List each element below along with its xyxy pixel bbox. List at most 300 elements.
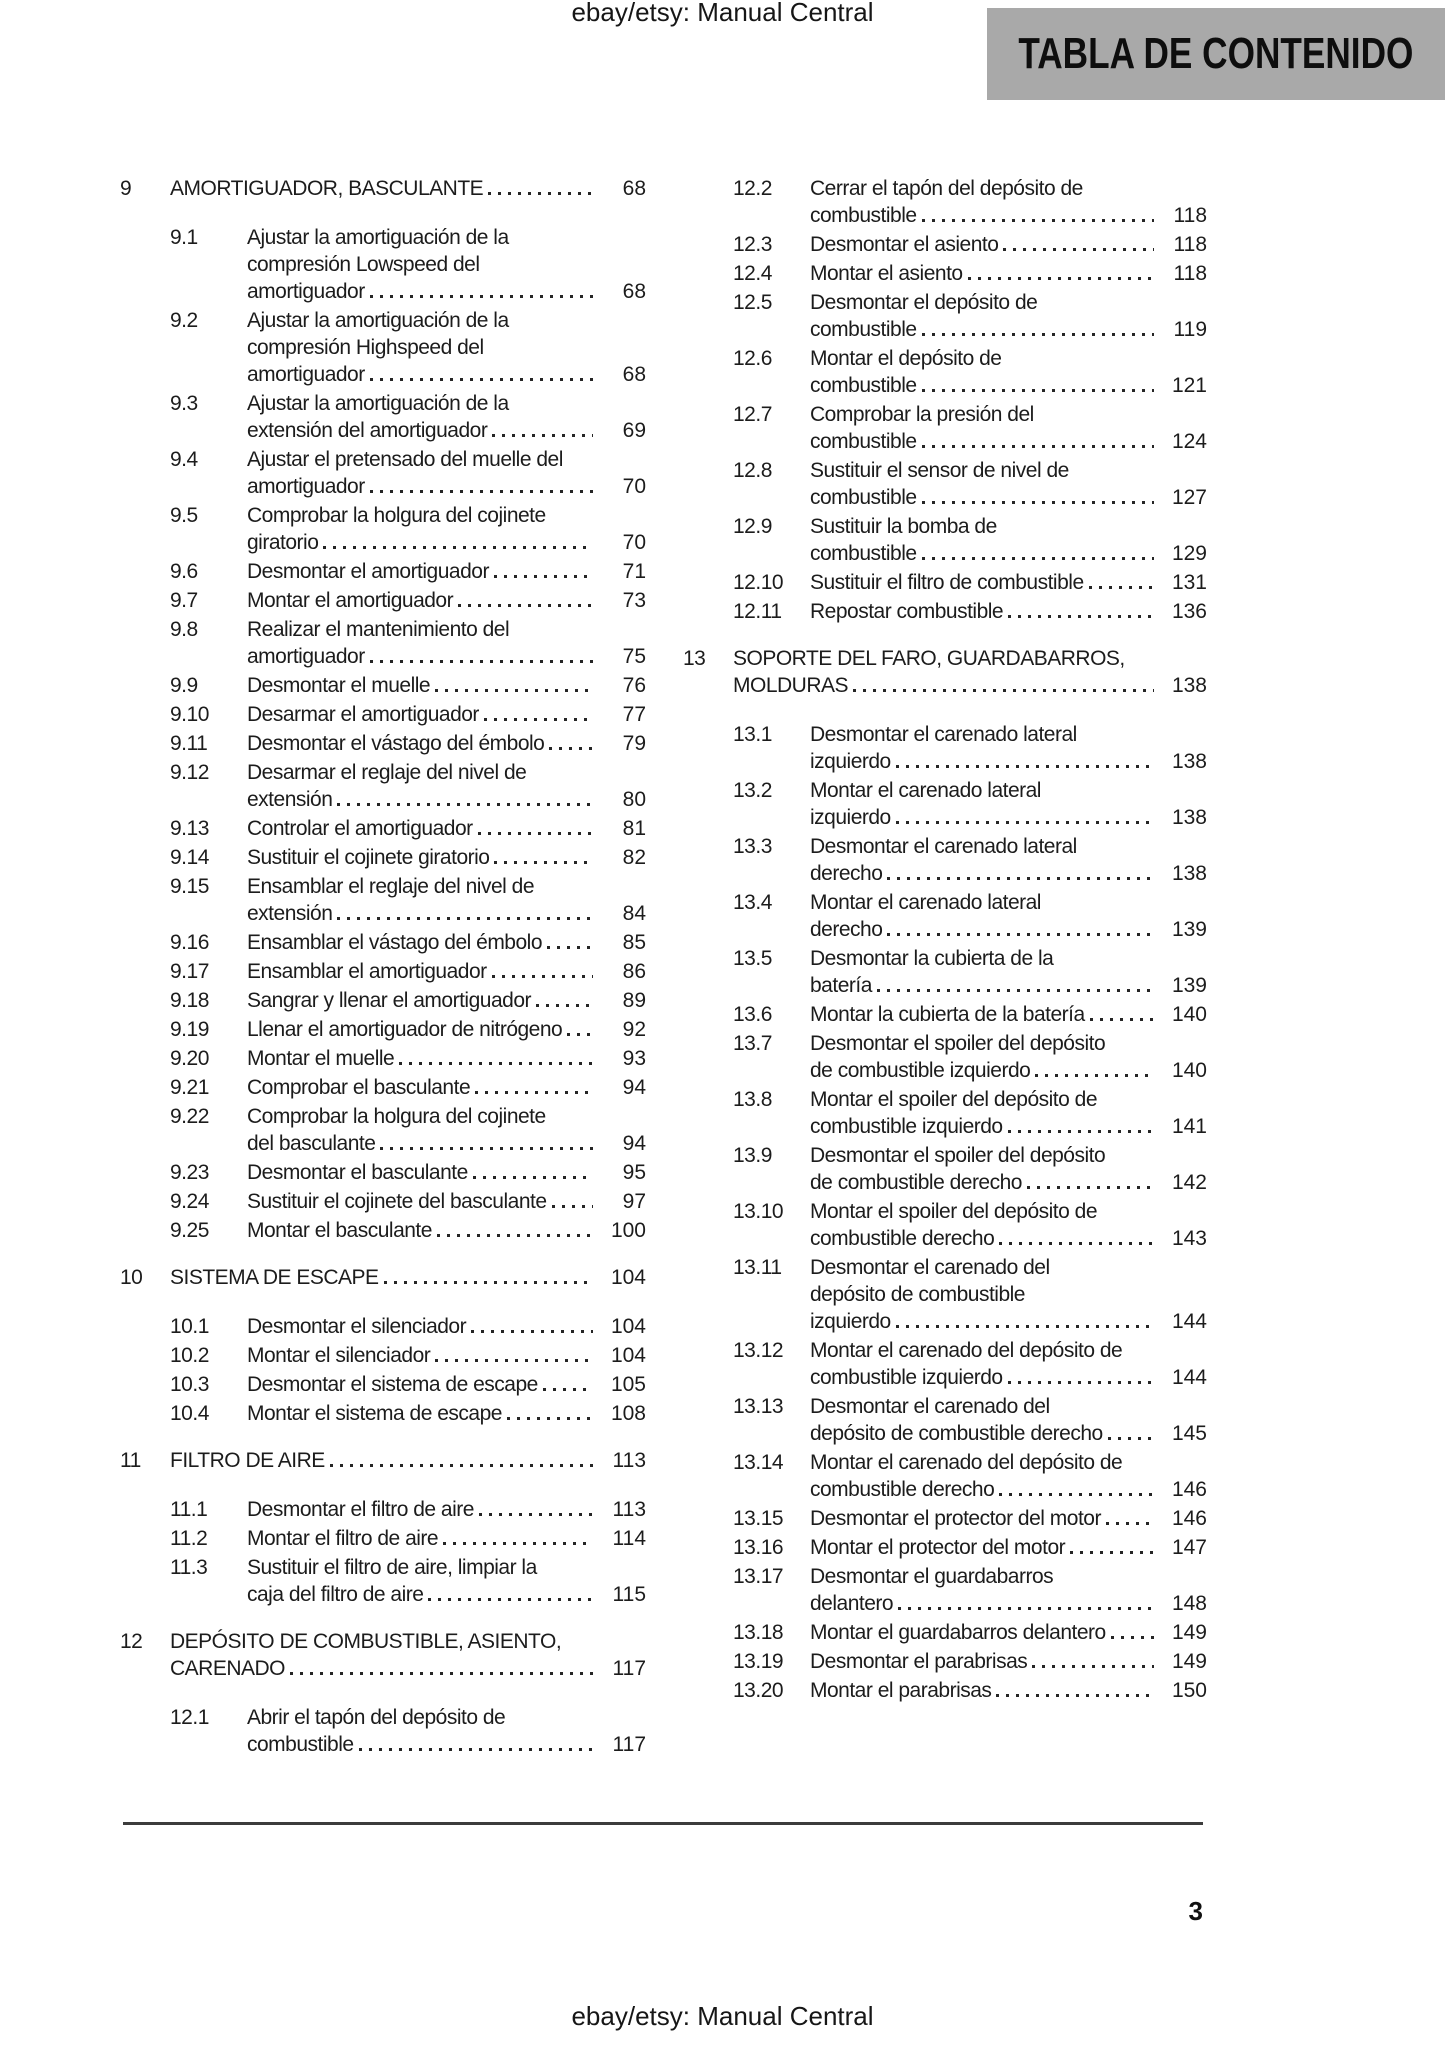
toc-column xyxy=(120,175,646,1760)
toc-entry-page: 113 xyxy=(612,1449,646,1472)
dot-leader xyxy=(488,192,593,195)
toc-entry-page: 104 xyxy=(610,1266,646,1289)
toc-entry-body xyxy=(810,1001,1207,1028)
toc-entry-text: derecho xyxy=(810,918,883,941)
toc-entry-number: 11.3 xyxy=(170,1556,208,1579)
toc-entry-line: Ajustar la amortiguación de la xyxy=(247,309,509,332)
toc-entry-line: Desmontar el spoiler del depósito xyxy=(810,1032,1106,1055)
toc-entry-body xyxy=(810,1619,1207,1646)
toc-entry-line: Sustituir la bomba de xyxy=(810,515,997,538)
toc-entry-page: 139 xyxy=(1171,918,1207,941)
toc-entry-body xyxy=(810,1030,1207,1084)
toc-entry-page: 97 xyxy=(622,1190,646,1213)
toc-section xyxy=(170,558,646,585)
toc-entry-number: 13.19 xyxy=(733,1650,784,1673)
toc-entry-body xyxy=(810,401,1207,455)
toc-entry-number: 12.9 xyxy=(733,515,772,538)
toc-entry-text: Desmontar el filtro de aire xyxy=(247,1498,474,1521)
toc-entry-page: 129 xyxy=(1171,542,1207,565)
toc-entry-text: giratorio xyxy=(247,531,319,554)
toc-entry-page: 118 xyxy=(1173,262,1207,285)
toc-section xyxy=(170,1704,646,1758)
toc-chapter xyxy=(120,1447,646,1474)
toc-entry-text: de combustible izquierdo xyxy=(810,1059,1031,1082)
toc-entry-lastline xyxy=(810,1505,1207,1532)
toc-entry-page: 138 xyxy=(1171,806,1207,829)
toc-entry-text: Montar el asiento xyxy=(810,262,963,285)
dot-leader xyxy=(896,821,1154,824)
toc-section xyxy=(733,289,1207,343)
toc-entry-body xyxy=(247,1188,646,1215)
toc-entry-body xyxy=(810,1198,1207,1252)
toc-entry-lastline xyxy=(247,1045,646,1072)
dot-leader xyxy=(1003,248,1154,251)
toc-entry-text: Desmontar el parabrisas xyxy=(810,1650,1028,1673)
dot-leader xyxy=(337,917,593,920)
toc-entry-line: Ensamblar el reglaje del nivel de xyxy=(247,875,535,898)
toc-entry-page: 100 xyxy=(610,1219,646,1242)
toc-entry-line: Montar el carenado del depósito de xyxy=(810,1451,1123,1474)
toc-section xyxy=(733,457,1207,511)
toc-entry-lastline xyxy=(810,540,1207,567)
toc-entry-text: extensión del amortiguador xyxy=(247,419,488,442)
toc-entry-lastline xyxy=(170,1447,646,1474)
toc-entry-body xyxy=(810,231,1207,258)
toc-entry-number: 9.2 xyxy=(170,309,198,332)
toc-entry-number: 13.1 xyxy=(733,723,772,746)
toc-entry-body xyxy=(247,307,646,388)
toc-entry-page: 131 xyxy=(1171,571,1207,594)
toc-entry-page: 92 xyxy=(622,1018,646,1041)
toc-section xyxy=(733,1393,1207,1447)
toc-column xyxy=(683,175,1207,1706)
dot-leader xyxy=(1008,1130,1154,1133)
toc-entry-number: 10.4 xyxy=(170,1402,209,1425)
toc-section xyxy=(733,833,1207,887)
toc-section xyxy=(170,307,646,388)
toc-chapter xyxy=(120,1264,646,1291)
toc-section xyxy=(170,730,646,757)
toc-entry-lastline xyxy=(810,1677,1207,1704)
toc-entry-lastline xyxy=(247,1371,646,1398)
toc-entry-lastline xyxy=(810,202,1207,229)
toc-entry-body xyxy=(733,645,1207,699)
toc-entry-body xyxy=(247,759,646,813)
toc-entry-text: Desmontar el basculante xyxy=(247,1161,468,1184)
toc-section xyxy=(170,958,646,985)
toc-entry-line: Desmontar el guardabarros xyxy=(810,1565,1054,1588)
toc-entry-text: combustible xyxy=(247,1733,354,1756)
dot-leader xyxy=(359,1748,593,1751)
toc-entry-body xyxy=(170,1447,646,1474)
toc-entry-page: 144 xyxy=(1171,1310,1207,1333)
toc-entry-body xyxy=(810,1677,1207,1704)
toc-entry-text: de combustible derecho xyxy=(810,1171,1022,1194)
toc-entry-body xyxy=(810,1086,1207,1140)
toc-entry-lastline xyxy=(247,1130,646,1157)
toc-entry-number: 11.1 xyxy=(170,1498,208,1521)
toc-entry-text: Desmontar el protector del motor xyxy=(810,1507,1101,1530)
toc-entry-page: 93 xyxy=(622,1047,646,1070)
toc-entry-number: 9.17 xyxy=(170,960,209,983)
toc-entry-lastline xyxy=(247,1581,646,1608)
toc-entry-page: 69 xyxy=(622,419,646,442)
toc-entry-page: 149 xyxy=(1171,1650,1207,1673)
toc-entry-lastline xyxy=(247,786,646,813)
toc-entry-body xyxy=(810,1563,1207,1617)
toc-chapter xyxy=(120,175,646,202)
toc-entry-number: 13.15 xyxy=(733,1507,784,1530)
toc-entry-text: Desmontar el muelle xyxy=(247,674,431,697)
toc-entry-text: combustible izquierdo xyxy=(810,1366,1003,1389)
dot-leader xyxy=(337,803,593,806)
toc-entry-page: 89 xyxy=(622,989,646,1012)
toc-entry-page: 136 xyxy=(1171,600,1207,623)
dot-leader xyxy=(896,765,1154,768)
toc-entry-page: 114 xyxy=(612,1527,646,1550)
toc-entry-page: 146 xyxy=(1171,1478,1207,1501)
toc-section xyxy=(733,1030,1207,1084)
toc-section xyxy=(170,502,646,556)
toc-entry-line: Sustituir el filtro de aire, limpiar la xyxy=(247,1556,537,1579)
toc-section xyxy=(733,721,1207,775)
toc-entry-number: 11 xyxy=(120,1449,141,1472)
toc-entry-line: Sustituir el sensor de nivel de xyxy=(810,459,1069,482)
toc-entry-body xyxy=(170,1628,646,1682)
toc-section xyxy=(733,1648,1207,1675)
toc-entry-page: 124 xyxy=(1171,430,1207,453)
toc-section xyxy=(733,1449,1207,1503)
toc-entry-number: 13.17 xyxy=(733,1565,784,1588)
toc-entry-body xyxy=(247,1554,646,1608)
toc-entry-lastline xyxy=(247,473,646,500)
toc-section xyxy=(170,390,646,444)
toc-entry-line: Montar el depósito de xyxy=(810,347,1002,370)
toc-entry-lastline xyxy=(247,701,646,728)
toc-entry-page: 80 xyxy=(622,788,646,811)
toc-entry-lastline xyxy=(733,672,1207,699)
toc-entry-page: 71 xyxy=(622,560,646,583)
toc-entry-text: Montar el sistema de escape xyxy=(247,1402,502,1425)
dot-leader xyxy=(475,1091,593,1094)
toc-entry-number: 9.5 xyxy=(170,504,198,527)
toc-entry-number: 13.12 xyxy=(733,1339,784,1362)
dot-leader xyxy=(922,389,1154,392)
toc-entry-text: Montar el silenciador xyxy=(247,1344,431,1367)
toc-entry-line: compresión Highspeed del xyxy=(247,336,484,359)
dot-leader xyxy=(370,378,593,381)
toc-entry-line: Desarmar el reglaje del nivel de xyxy=(247,761,527,784)
toc-entry-number: 9.8 xyxy=(170,618,198,641)
toc-entry-page: 75 xyxy=(622,645,646,668)
dot-leader xyxy=(1111,1636,1154,1639)
toc-entry-body xyxy=(247,1313,646,1340)
toc-entry-page: 139 xyxy=(1171,974,1207,997)
toc-entry-body xyxy=(810,260,1207,287)
toc-entry-page: 145 xyxy=(1171,1422,1207,1445)
dot-leader xyxy=(428,1598,593,1601)
toc-entry-text: Montar el basculante xyxy=(247,1219,432,1242)
toc-entry-page: 108 xyxy=(610,1402,646,1425)
toc-entry-body xyxy=(810,1505,1207,1532)
toc-entry-number: 9.14 xyxy=(170,846,209,869)
toc-entry-line: Montar el spoiler del depósito de xyxy=(810,1088,1098,1111)
toc-entry-text: Sustituir el cojinete giratorio xyxy=(247,846,490,869)
toc-section xyxy=(170,587,646,614)
toc-entry-number: 10 xyxy=(120,1266,143,1289)
toc-entry-line: Abrir el tapón del depósito de xyxy=(247,1706,506,1729)
dot-leader xyxy=(896,1325,1154,1328)
toc-entry-number: 9.20 xyxy=(170,1047,209,1070)
dot-leader xyxy=(330,1464,593,1467)
toc-entry-number: 13.14 xyxy=(733,1451,784,1474)
toc-entry-lastline xyxy=(810,1648,1207,1675)
dot-leader xyxy=(898,1607,1154,1610)
toc-entry-body xyxy=(247,1016,646,1043)
toc-entry-body xyxy=(247,1342,646,1369)
dot-leader xyxy=(968,277,1154,280)
toc-section xyxy=(733,1534,1207,1561)
toc-entry-number: 9.15 xyxy=(170,875,209,898)
toc-entry-body xyxy=(810,457,1207,511)
toc-entry-body xyxy=(247,987,646,1014)
dot-leader xyxy=(922,557,1154,560)
toc-entry-number: 9.4 xyxy=(170,448,198,471)
toc-entry-text: Controlar el amortiguador xyxy=(247,817,473,840)
toc-entry-body xyxy=(810,598,1207,625)
toc-entry-lastline xyxy=(247,1074,646,1101)
dot-leader xyxy=(996,1694,1154,1697)
toc-entry-body xyxy=(247,815,646,842)
toc-entry-number: 12.2 xyxy=(733,177,772,200)
toc-section xyxy=(170,1313,646,1340)
dot-leader xyxy=(492,975,593,978)
toc-entry-page: 138 xyxy=(1171,862,1207,885)
toc-entry-body xyxy=(247,1371,646,1398)
toc-section xyxy=(733,260,1207,287)
toc-entry-page: 70 xyxy=(622,475,646,498)
toc-entry-lastline xyxy=(247,529,646,556)
toc-entry-lastline xyxy=(810,372,1207,399)
toc-section xyxy=(170,1496,646,1523)
dot-leader xyxy=(384,1281,593,1284)
toc-section xyxy=(733,1505,1207,1532)
toc-entry-text: extensión xyxy=(247,788,333,811)
toc-entry-body xyxy=(247,672,646,699)
toc-section xyxy=(170,1342,646,1369)
toc-entry-lastline xyxy=(247,929,646,956)
toc-entry-body xyxy=(810,1648,1207,1675)
toc-entry-text: Sustituir el cojinete del basculante xyxy=(247,1190,547,1213)
toc-section xyxy=(170,815,646,842)
toc-entry-lastline xyxy=(247,558,646,585)
toc-entry-page: 142 xyxy=(1171,1171,1207,1194)
toc-entry-line: Desmontar el carenado lateral xyxy=(810,723,1077,746)
toc-entry-text: derecho xyxy=(810,862,883,885)
toc-section xyxy=(733,945,1207,999)
footer-watermark: ebay/etsy: Manual Central xyxy=(571,2001,874,2031)
toc-entry-number: 13.3 xyxy=(733,835,772,858)
toc-entry-number: 13.7 xyxy=(733,1032,772,1055)
toc-entry-body xyxy=(170,1264,646,1291)
dot-leader xyxy=(473,1176,593,1179)
toc-entry-number: 12.10 xyxy=(733,571,784,594)
toc-section xyxy=(733,1086,1207,1140)
toc-entry-line: Comprobar la presión del xyxy=(810,403,1034,426)
toc-entry-number: 13 xyxy=(683,647,706,670)
toc-entry-line: Montar el carenado del depósito de xyxy=(810,1339,1123,1362)
toc-entry-line: compresión Lowspeed del xyxy=(247,253,480,276)
toc-section xyxy=(170,844,646,871)
toc-entry-line: Montar el spoiler del depósito de xyxy=(810,1200,1098,1223)
toc-section xyxy=(733,1001,1207,1028)
toc-entry-number: 10.2 xyxy=(170,1344,209,1367)
toc-entry-body xyxy=(247,1159,646,1186)
toc-entry-lastline xyxy=(810,231,1207,258)
toc-entry-lastline xyxy=(247,1342,646,1369)
toc-entry-number: 9.18 xyxy=(170,989,209,1012)
dot-leader xyxy=(1008,1381,1154,1384)
toc-entry-body xyxy=(810,833,1207,887)
toc-entry-lastline xyxy=(247,1731,646,1758)
toc-section xyxy=(170,1159,646,1186)
toc-entry-text: Montar el parabrisas xyxy=(810,1679,992,1702)
toc-entry-text: SISTEMA DE ESCAPE xyxy=(170,1266,379,1289)
dot-leader xyxy=(887,933,1154,936)
toc-entry-text: Montar el amortiguador xyxy=(247,589,454,612)
toc-entry-lastline xyxy=(247,987,646,1014)
dot-leader xyxy=(1032,1665,1154,1668)
toc-entry-page: 82 xyxy=(622,846,646,869)
toc-entry-number: 13.9 xyxy=(733,1144,772,1167)
toc-entry-number: 9.22 xyxy=(170,1105,209,1128)
toc-entry-line: Desmontar la cubierta de la xyxy=(810,947,1054,970)
toc-entry-lastline xyxy=(247,1313,646,1340)
toc-entry-number: 9.6 xyxy=(170,560,198,583)
toc-entry-body xyxy=(247,224,646,305)
dot-leader xyxy=(1070,1551,1154,1554)
dot-leader xyxy=(877,989,1154,992)
toc-entry-page: 84 xyxy=(622,902,646,925)
toc-entry-body xyxy=(810,1337,1207,1391)
dot-leader xyxy=(536,1004,593,1007)
toc-section xyxy=(170,1371,646,1398)
toc-entry-body xyxy=(247,873,646,927)
toc-entry-body xyxy=(810,1142,1207,1196)
toc-entry-lastline xyxy=(810,1420,1207,1447)
toc-entry-text: Sangrar y llenar el amortiguador xyxy=(247,989,531,1012)
title-box xyxy=(987,8,1445,100)
toc-entry-line: Ajustar la amortiguación de la xyxy=(247,226,509,249)
toc-entry-lastline xyxy=(810,972,1207,999)
toc-entry-text: caja del filtro de aire xyxy=(247,1583,424,1606)
toc-entry-text: amortiguador xyxy=(247,280,365,303)
dot-leader xyxy=(370,660,593,663)
toc-entry-lastline xyxy=(247,672,646,699)
dot-leader xyxy=(437,1234,593,1237)
toc-entry-number: 13.18 xyxy=(733,1621,784,1644)
toc-entry-body xyxy=(247,958,646,985)
toc-entry-text: delantero xyxy=(810,1592,894,1615)
toc-entry-line: Comprobar la holgura del cojinete xyxy=(247,1105,546,1128)
toc-entry-lastline xyxy=(247,1016,646,1043)
toc-entry-text: extensión xyxy=(247,902,333,925)
dot-leader xyxy=(380,1147,593,1150)
toc-entry-text: combustible xyxy=(810,542,917,565)
toc-entry-number: 9.3 xyxy=(170,392,198,415)
toc-entry-lastline xyxy=(810,1590,1207,1617)
toc-entry-page: 141 xyxy=(1171,1115,1207,1138)
toc-entry-page: 118 xyxy=(1173,233,1207,256)
toc-entry-page: 68 xyxy=(622,280,646,303)
toc-entry-lastline xyxy=(810,1225,1207,1252)
toc-entry-page: 68 xyxy=(622,363,646,386)
toc-entry-page: 105 xyxy=(610,1373,646,1396)
dot-leader xyxy=(435,1359,593,1362)
toc-entry-number: 9 xyxy=(120,177,132,200)
toc-entry-page: 104 xyxy=(610,1315,646,1338)
toc-entry-text: Desmontar el amortiguador xyxy=(247,560,489,583)
toc-entry-lastline xyxy=(810,1364,1207,1391)
dot-leader xyxy=(1090,1018,1154,1021)
dot-leader xyxy=(1035,1074,1154,1077)
toc-section xyxy=(170,873,646,927)
toc-entry-text: amortiguador xyxy=(247,645,365,668)
toc-entry-number: 13.10 xyxy=(733,1200,784,1223)
toc-entry-line: Desmontar el carenado del xyxy=(810,1395,1050,1418)
dot-leader xyxy=(290,1672,593,1675)
toc-entry-line: DEPÓSITO DE COMBUSTIBLE, ASIENTO, xyxy=(170,1630,562,1653)
toc-section xyxy=(170,1074,646,1101)
dot-leader xyxy=(435,689,593,692)
footer-rule xyxy=(123,1822,1203,1825)
toc-entry-lastline xyxy=(810,484,1207,511)
toc-section xyxy=(170,1103,646,1157)
toc-entry-text: amortiguador xyxy=(247,363,365,386)
dot-leader xyxy=(479,1513,593,1516)
toc-entry-body xyxy=(170,175,646,202)
toc-entry-number: 9.19 xyxy=(170,1018,209,1041)
toc-entry-page: 140 xyxy=(1171,1003,1207,1026)
toc-section xyxy=(733,175,1207,229)
toc-entry-text: Ensamblar el vástago del émbolo xyxy=(247,931,543,954)
toc-entry-page: 68 xyxy=(622,177,646,200)
toc-entry-number: 12.8 xyxy=(733,459,772,482)
toc-entry-page: 138 xyxy=(1171,674,1207,697)
toc-section xyxy=(170,1525,646,1552)
toc-entry-line: Ajustar el pretensado del muelle del xyxy=(247,448,563,471)
toc-section xyxy=(170,759,646,813)
toc-entry-text: AMORTIGUADOR, BASCULANTE xyxy=(170,177,484,200)
toc-entry-text: Montar el protector del motor xyxy=(810,1536,1066,1559)
toc-entry-lastline xyxy=(247,958,646,985)
toc-entry-number: 10.1 xyxy=(170,1315,209,1338)
toc-entry-body xyxy=(247,1496,646,1523)
toc-section xyxy=(733,1677,1207,1704)
toc-entry-page: 121 xyxy=(1171,374,1207,397)
toc-entry-body xyxy=(247,587,646,614)
toc-entry-number: 12.11 xyxy=(733,600,782,623)
toc-entry-number: 12.1 xyxy=(170,1706,209,1729)
toc-section xyxy=(733,598,1207,625)
toc-section xyxy=(170,1188,646,1215)
toc-entry-lastline xyxy=(810,1534,1207,1561)
toc-entry-text: FILTRO DE AIRE xyxy=(170,1449,325,1472)
dot-leader xyxy=(1108,1437,1154,1440)
dot-leader xyxy=(494,861,593,864)
toc-entry-text: Desmontar el vástago del émbolo xyxy=(247,732,545,755)
dot-leader xyxy=(1089,586,1154,589)
